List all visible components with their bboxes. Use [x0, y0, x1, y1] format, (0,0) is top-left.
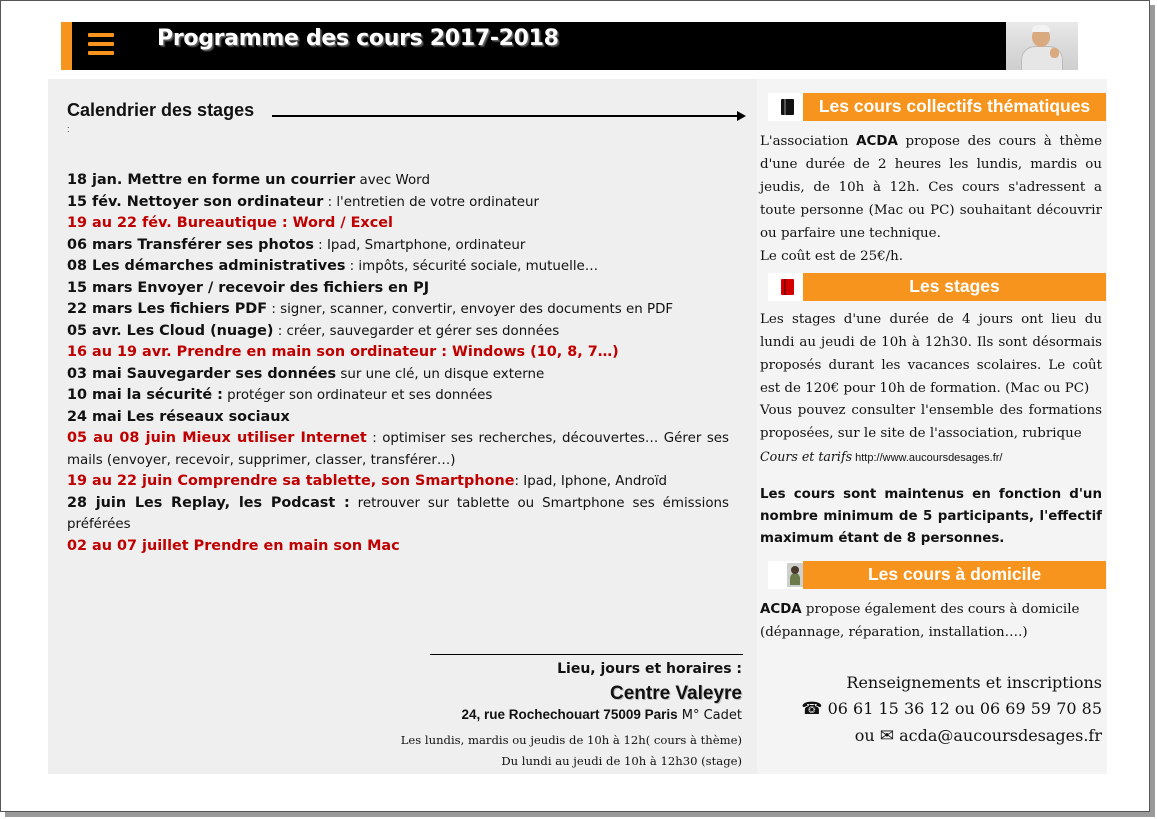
event-item	[67, 256, 729, 278]
event-item	[67, 278, 729, 300]
section-header-home	[768, 561, 1106, 589]
event-item	[67, 192, 729, 214]
event-item	[67, 321, 729, 343]
event-title: 08 Les démarches administratives	[67, 258, 346, 274]
event-item	[67, 493, 729, 536]
event-item	[67, 170, 729, 192]
event-description: : optimiser ses recherches, découvertes… Gérer ses mails (envoyer, recevoir, supprimer, classer, transférer…)	[67, 431, 730, 468]
event-item	[67, 235, 729, 257]
event-item	[67, 213, 729, 235]
event-title: 15 fév. Nettoyer son ordinateur	[67, 193, 324, 210]
hours-courses: Les lundis, mardis ou jeudis de 10h à 12h( cours à thème)	[400, 733, 742, 747]
email-link[interactable]: acda@aucoursdesages.fr	[893, 726, 1102, 745]
red-book-icon	[781, 279, 794, 295]
event-description: : Ipad, Iphone, Androïd	[514, 474, 668, 489]
event-item	[67, 385, 729, 407]
event-description: protéger son ordinateur et ses données	[222, 388, 493, 403]
location-name: Centre Valeyre	[609, 683, 742, 704]
event-item	[67, 428, 729, 471]
collective-text-body: propose des cours à thème d'une durée de 2 heures les lundis, mardis ou jeudis, de 10h à 12h. Ces cours s'adressent a toute personne (Mac ou PC) souhaitant découvrir ou parfaire une technique.	[760, 134, 1103, 241]
participants-notice: Les cours sont maintenus en fonction d'un nombre minimum de 5 participants, l'effectif maximum étant de 8 personnes.	[760, 487, 1102, 546]
event-list	[67, 170, 729, 557]
section-header-stages	[768, 273, 1106, 301]
metro-text: M° Cadet	[677, 708, 742, 723]
event-title: 22 mars Les fichiers PDF	[67, 301, 268, 317]
contact-title: Renseignements et inscriptions	[846, 673, 1102, 692]
calendar-colon: :	[67, 124, 70, 134]
section-title-collective: Les cours collectifs thématiques	[818, 96, 1091, 116]
event-item	[67, 536, 729, 558]
event-item	[67, 364, 729, 386]
calendar-title: Calendrier des stages	[67, 100, 255, 120]
location-address	[462, 707, 742, 723]
stages-consult	[760, 399, 1102, 470]
section-title-home: Les cours à domicile	[867, 564, 1042, 584]
home-text-body: propose également des cours à domicile (dépannage, réparation, installation….)	[760, 602, 1080, 640]
event-title: 16 au 19 avr. Prendre en main son ordinateur : Windows (10, 8, 7…)	[67, 344, 619, 360]
event-description: : Ipad, Smartphone, ordinateur	[313, 237, 526, 253]
section-header-collective	[768, 93, 1106, 121]
collective-text-prefix: L'association	[760, 134, 857, 149]
event-description: : impôts, sécurité sociale, mutuelle…	[345, 259, 599, 274]
stages-rubric: Cours et tarifs	[760, 449, 853, 464]
hamburger-menu-icon[interactable]	[88, 33, 114, 55]
hours-stages: Du lundi au jeudi de 10h à 12h30 (stage)	[501, 754, 742, 768]
phone-icon: ☎	[801, 699, 823, 719]
arrow-right-icon	[272, 115, 738, 117]
event-title: 19 au 22 juin Comprendre sa tablette, son Smartphone	[67, 473, 515, 489]
stages-description: Les stages d'une durée de 4 jours ont lieu du lundi au jeudi de 10h à 12h30. Ils sont désormais proposés durant les vacances scolaires. Le coût est de 120€ pour 10h de formation. (Mac ou PC)	[760, 312, 1102, 396]
event-description: sur une clé, un disque externe	[336, 366, 545, 382]
event-description: : l'entretien de votre ordinateur	[323, 194, 540, 210]
collective-description	[760, 130, 1102, 245]
event-title: 28 juin Les Replay, les Podcast :	[67, 494, 350, 511]
event-description: : créer, sauvegarder et gérer ses données	[273, 323, 560, 339]
section-title-stages: Les stages	[909, 276, 1000, 296]
event-item	[67, 407, 729, 429]
collective-price: Le coût est de 25€/h.	[760, 249, 904, 264]
page-title: Programme des cours 2017-2018	[157, 26, 559, 51]
event-title: 18 jan. Mettre en forme un courrier	[67, 172, 356, 188]
event-title: 02 au 07 juillet Prendre en main son Mac	[67, 537, 400, 554]
event-title: 05 avr. Les Cloud (nuage)	[67, 322, 274, 339]
event-item	[67, 471, 729, 493]
event-item	[67, 342, 729, 364]
event-title: 05 au 08 juin Mieux utiliser Internet	[67, 430, 367, 446]
event-title: 10 mai la sécurité :	[67, 387, 223, 403]
envelope-icon: ✉	[879, 726, 894, 746]
event-title: 06 mars Transférer ses photos	[67, 236, 314, 253]
event-title: 19 au 22 fév. Bureautique : Word / Excel	[67, 215, 393, 231]
website-url-link[interactable]: http://www.aucoursdesages.fr/	[852, 452, 1003, 464]
event-title: 24 mai Les réseaux sociaux	[67, 408, 290, 425]
location-divider	[430, 654, 743, 655]
event-description: retrouver sur tablette ou Smartphone ses émissions préférées	[67, 495, 729, 532]
contact-email	[855, 726, 1102, 746]
contact-phones	[801, 699, 1102, 719]
person-icon	[787, 563, 803, 587]
event-item	[67, 299, 729, 321]
event-description: : signer, scanner, convertir, envoyer des documents en PDF	[267, 302, 674, 317]
collective-org: ACDA	[856, 134, 898, 149]
address-text: 24, rue Rochechouart 75009 Paris	[461, 707, 678, 722]
black-book-icon	[781, 99, 794, 115]
phone-numbers[interactable]: 06 61 15 36 12 ou 06 69 59 70 85	[822, 699, 1102, 718]
senior-man-photo	[1006, 22, 1078, 70]
home-org: ACDA	[760, 602, 802, 617]
home-description	[760, 598, 1102, 644]
location-label: Lieu, jours et horaires :	[557, 661, 742, 677]
contact-or: ou	[854, 726, 880, 745]
event-title: 15 mars Envoyer / recevoir des fichiers en PJ	[67, 279, 430, 296]
stages-consult-text: Vous pouvez consulter l'ensemble des formations proposées, sur le site de l'association, rubrique	[760, 403, 1102, 441]
event-title: 03 mai Sauvegarder ses données	[67, 365, 337, 382]
event-description: avec Word	[355, 173, 430, 188]
